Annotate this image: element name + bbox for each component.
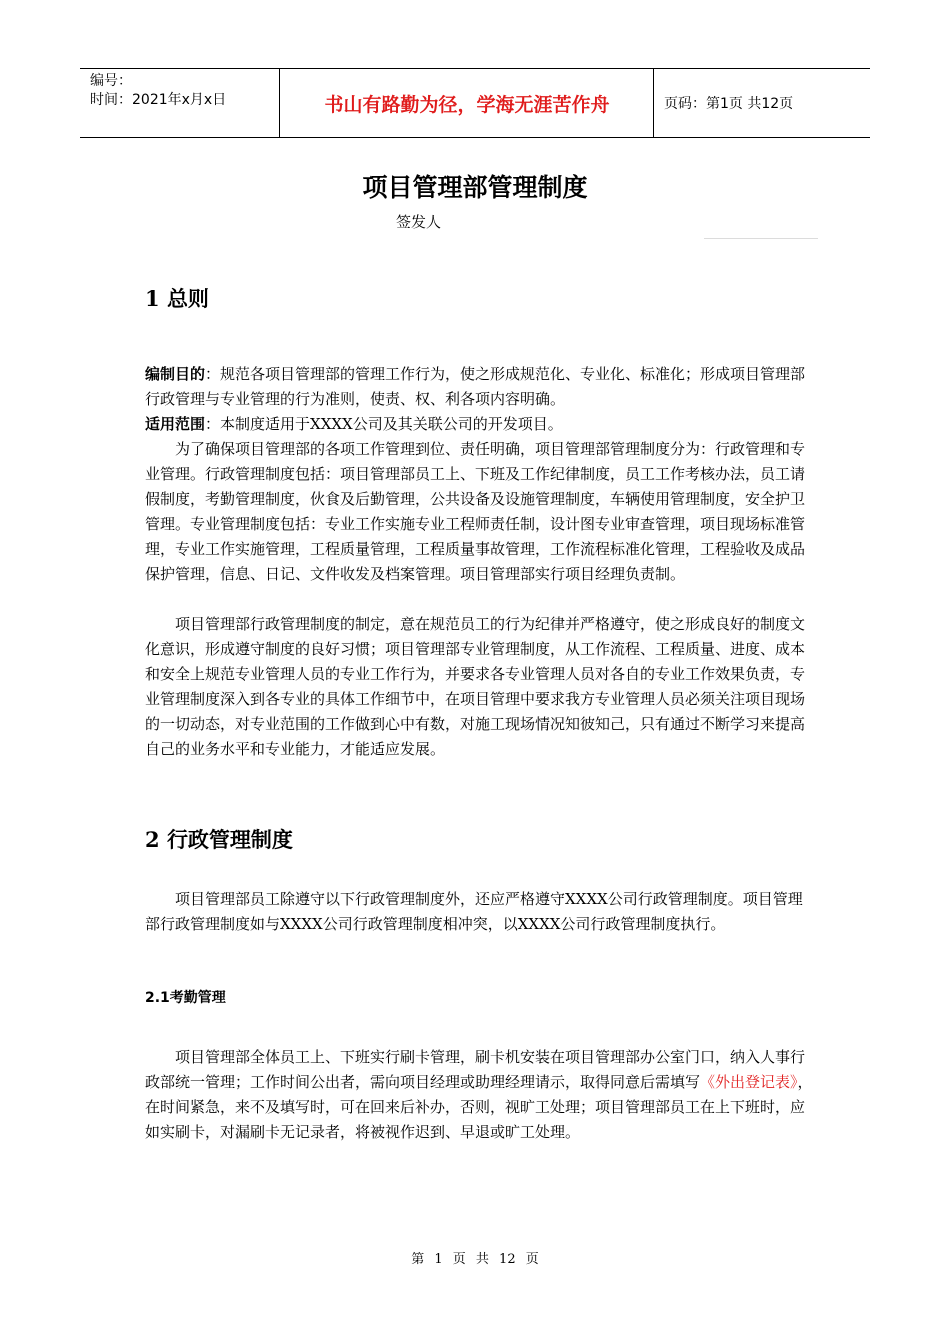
general-paragraph-1: 为了确保项目管理部的各项工作管理到位、责任明确，项目管理部管理制度分为：行政管理和专业管理。行政管理制度包括：项目管理部员工上、下班及工作纪律制度，员工工作考核办法，员工请假制度，考勤管理制度，伙食及后勤管理，公共设备及设施管理制度，车辆使用管理制度，安全护卫管理。专业管理制度包括：专业工作实施专业工程师责任制，设计图专业审查管理，项目现场标准管理，专业工作实施管理，工程质量管理，工程质量事故管理，工作流程标准化管理，工程验收及成品保护管理，信息、日记、文件收发及档案管理。项目管理部实行项目经理负责制。: [145, 440, 806, 583]
attendance-text-a: 项目管理部全体员工上、下班实行刷卡管理，刷卡机安装在项目管理部办公室门口，纳入人事行政部统一管理；工作时间公出者，需向项目经理或助理经理请示，取得同意后需填写: [145, 1048, 806, 1091]
purpose-label: 编制目的: [145, 365, 206, 383]
scope-text: ：本制度适用于XXXX公司及其关联公司的开发项目。: [205, 415, 563, 433]
section-2-heading: [145, 824, 293, 854]
outing-registration-form-link[interactable]: 《外出登记表》: [700, 1073, 798, 1091]
page-header-table: [80, 68, 870, 138]
section-1-number: 1: [145, 286, 160, 311]
section-2-number: 2: [145, 827, 160, 852]
section-1-heading: [145, 283, 209, 313]
purpose-paragraph: [145, 362, 817, 412]
page-footer: 第 1 页 共 12 页: [411, 1252, 539, 1267]
header-page-info: 页码：第1页 共12页: [664, 96, 794, 112]
section-1-title: 总则: [166, 287, 209, 311]
signer-label: 签发人: [396, 213, 442, 231]
scope-label: 适用范围: [145, 415, 206, 433]
section-2-title: 行政管理制度: [166, 828, 293, 852]
document-title: 项目管理部管理制度: [362, 173, 588, 202]
purpose-text: ：规范各项目管理部的管理工作行为，使之形成规范化、专业化、标准化；形成项目管理部行政管理与专业管理的行为准则，使责、权、利各项内容明确。: [145, 365, 806, 408]
admin-paragraph-1: 项目管理部员工除遵守以下行政管理制度外，还应严格遵守XXXX公司行政管理制度。项目管理部行政管理制度如与XXXX公司行政管理制度相冲突，以XXXX公司行政管理制度执行。: [145, 890, 803, 933]
subsection-2-1-heading: 2.1考勤管理: [145, 990, 226, 1006]
signature-line: [704, 238, 818, 239]
scope-paragraph: [145, 412, 817, 437]
header-meta-cell: [80, 69, 280, 137]
document-time-label: 时间：2021年x月x日: [90, 92, 227, 108]
general-paragraph-2: 项目管理部行政管理制度的制定，意在规范员工的行为纪律并严格遵守，使之形成良好的制度文化意识，形成遵守制度的良好习惯；项目管理部专业管理制度，从工作流程、工程质量、进度、成本和安全上规范专业管理人员的专业工作行为，并要求各专业管理人员对各自的专业工作效果负责，专业管理制度深入到各专业的具体工作细节中，在项目管理中要求我方专业管理人员必须关注项目现场的一切动态，对专业范围的工作做到心中有数，对施工现场情况知彼知己，只有通过不断学习来提高自己的业务水平和专业能力，才能适应发展。: [145, 615, 806, 758]
attendance-text-b: ，在时间紧急，来不及填写时，可在回来后补办，否则，视旷工处理；项目管理部员工在上下班时，应如实刷卡，对漏刷卡无记录者，将被视作迟到、早退或旷工处理。: [145, 1073, 813, 1141]
attendance-paragraph: [145, 1045, 817, 1145]
header-motto: 书山有路勤为径，学海无涯苦作舟: [281, 69, 654, 137]
document-number-label: 编号：: [90, 73, 132, 89]
